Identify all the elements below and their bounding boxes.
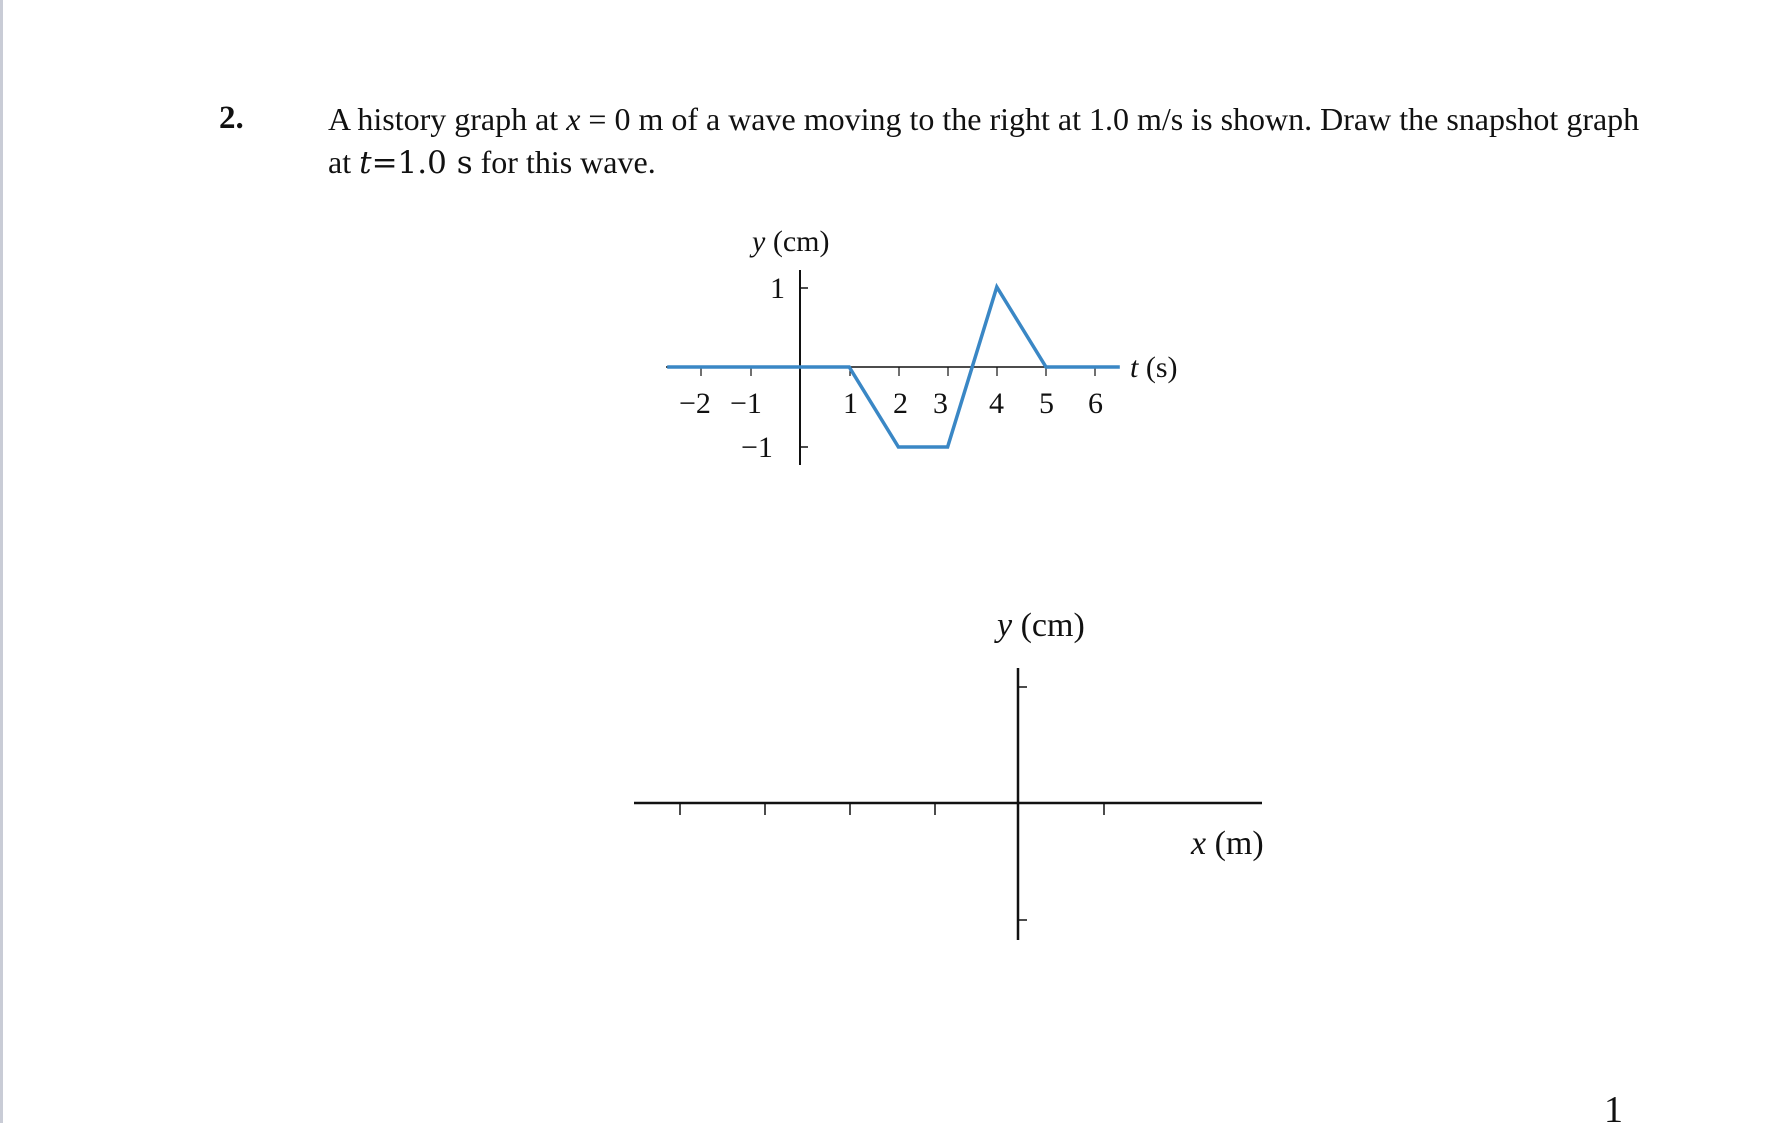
history-t-tick-label: 2 <box>893 387 908 420</box>
history-t-tick-label: 6 <box>1088 387 1103 420</box>
snapshot-graph <box>634 607 1264 940</box>
history-t-tick-label: −1 <box>730 387 762 420</box>
history-t-tick-label: 5 <box>1039 387 1054 420</box>
history-t-tick-label: 1 <box>843 387 858 420</box>
page-number: 1 <box>1604 1089 1623 1131</box>
history-y-axis-label: y (cm) <box>752 225 830 258</box>
question-time-unit: s <box>456 145 473 181</box>
snapshot-x-ticks <box>680 803 1104 815</box>
snapshot-x-axis-label: x (m) <box>1191 825 1264 862</box>
question-text-part3: for this wave. <box>472 144 656 180</box>
question-text-part2: = 0 m of a wave moving to the right at 1.0 m/s is shown. Draw the snapshot graph at <box>328 101 1640 180</box>
history-t-axis-label: t (s) <box>1130 351 1178 384</box>
history-graph <box>666 225 1178 465</box>
history-t-tick-labels <box>679 387 1103 420</box>
history-t-tick-label: −2 <box>679 387 711 420</box>
history-t-tick-label: 3 <box>933 387 948 420</box>
question-time-var: t <box>359 145 372 181</box>
question-text-part1: A history graph at <box>328 101 567 137</box>
question-number: 2. <box>219 100 244 136</box>
history-y-tick-label-1: 1 <box>770 272 785 305</box>
history-y-tick-label-neg1: −1 <box>741 431 773 464</box>
history-t-tick-label: 4 <box>989 387 1004 420</box>
question-time-value: =1.0 <box>371 145 447 181</box>
snapshot-y-axis-label: y (cm) <box>997 607 1085 644</box>
question-var-x: x <box>566 101 581 137</box>
